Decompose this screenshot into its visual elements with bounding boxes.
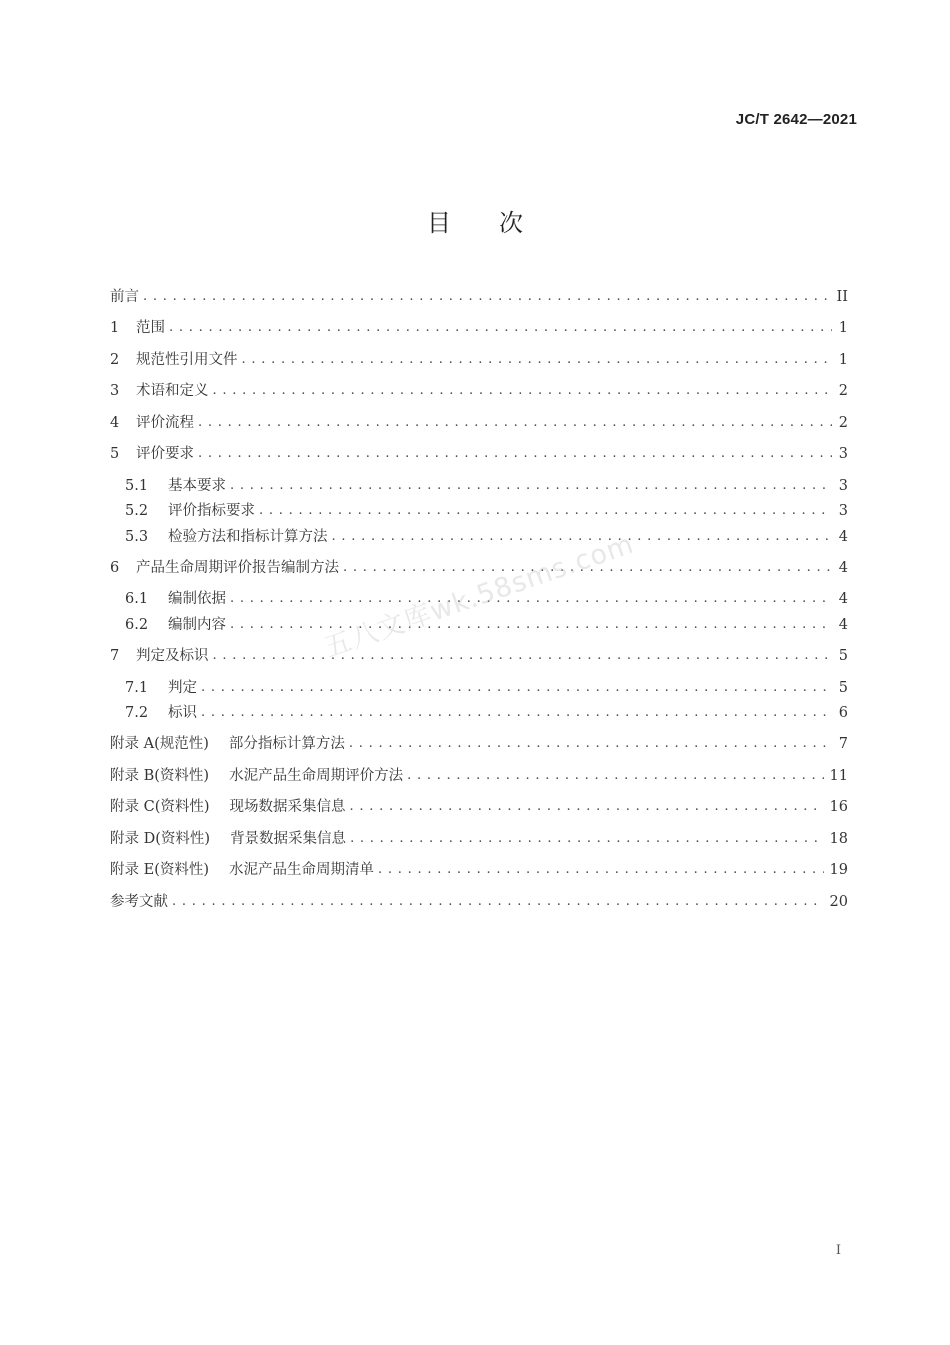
toc-entry-page: 4 [838,560,848,576]
toc-entry-page: 11 [829,768,848,784]
toc-entry-page: 16 [829,799,848,815]
toc-entry-page: 18 [829,831,848,847]
toc-entry-number: 6 [110,560,120,576]
toc-entry-label: 范围 [136,320,165,336]
toc-entry-number: 5.3 [125,529,149,545]
toc-leader-dots [198,443,832,465]
toc-entry-references[interactable] [110,891,848,913]
toc-leader-dots [198,412,832,434]
toc-leader-dots [201,702,832,724]
toc-entry-label: 判定 [168,680,197,696]
toc-entry-number: 1 [110,320,120,336]
toc-entry-number: 6.1 [125,591,149,607]
toc-entry-label: 水泥产品生命周期清单 [229,862,375,878]
toc-leader-dots [213,380,833,402]
toc-leader-dots [230,588,832,610]
toc-leader-dots [213,645,833,667]
toc-entry-7[interactable] [110,645,848,667]
toc-entry-5-3[interactable] [125,526,848,548]
watermark: 五八文库wk.58sms.com [320,528,638,664]
toc-entry-label: 水泥产品生命周期评价方法 [229,768,404,784]
toc-entry-label: 评价指标要求 [168,503,255,519]
toc-entry-label: 现场数据采集信息 [229,799,346,815]
toc-entry-number: 5.1 [125,478,149,494]
toc-entry-label: 标识 [168,705,197,721]
toc-entry-label: 基本要求 [168,478,226,494]
toc-title-char-2: 次 [499,209,523,237]
toc-entry-label: 判定及标识 [136,648,209,664]
toc-leader-dots [350,796,824,818]
toc-entry-7-1[interactable] [125,677,848,699]
toc-entry-7-2[interactable] [125,702,848,724]
toc-entry-number: 5.2 [125,503,149,519]
toc-entry-number: 3 [110,383,120,399]
toc-entry-page: 5 [838,680,848,696]
toc-entry-label: 检验方法和指标计算方法 [168,529,328,545]
toc-entry-appendix-a[interactable] [110,733,848,755]
toc-entry-label: 参考文献 [110,894,168,910]
toc-entry-label: 编制依据 [168,591,226,607]
toc-leader-dots [343,557,832,579]
toc-entry-number: 附录 E(资料性) [110,862,210,878]
toc-leader-dots [378,859,824,881]
toc-entry-1[interactable] [110,317,848,339]
toc-entry-6[interactable] [110,557,848,579]
toc-entry-6-2[interactable] [125,614,848,636]
toc-entry-number: 附录 D(资料性) [110,831,211,847]
toc-entry-label: 编制内容 [168,617,226,633]
toc-leader-dots [143,286,831,308]
toc-entry-5[interactable] [110,443,848,465]
toc-leader-dots [349,733,832,755]
toc-entry-number: 7.1 [125,680,149,696]
toc-entry-page: 3 [838,503,848,519]
toc-entry-5-2[interactable] [125,500,848,522]
toc-entry-label: 前言 [110,289,139,305]
toc-leader-dots [230,614,832,636]
toc-entry-appendix-b[interactable] [110,765,848,787]
toc-entry-6-1[interactable] [125,588,848,610]
toc-entry-label: 规范性引用文件 [136,352,238,368]
toc-entry-foreword[interactable] [110,286,848,308]
toc-entry-page: 3 [838,478,848,494]
toc-entry-5-1[interactable] [125,475,848,497]
toc-entry-page: 4 [838,591,848,607]
toc-entry-label: 评价流程 [136,415,194,431]
toc-entry-page: 2 [838,383,848,399]
toc-leader-dots [169,317,832,339]
toc-entry-page: 6 [838,705,848,721]
toc-entry-number: 7 [110,648,120,664]
toc-entry-label: 部分指标计算方法 [228,736,345,752]
toc-entry-number: 6.2 [125,617,149,633]
toc-entry-4[interactable] [110,412,848,434]
toc-entry-page: 5 [838,648,848,664]
standard-code: JC/T 2642—2021 [735,111,857,128]
toc-entry-appendix-d[interactable] [110,828,848,850]
toc-leader-dots [332,526,833,548]
toc-leader-dots [407,765,823,787]
toc-leader-dots [172,891,824,913]
toc-entry-page: 3 [838,446,848,462]
toc-title-char-1: 目 [427,209,451,237]
toc-entry-number: 附录 C(资料性) [110,799,210,815]
toc-entry-page: 1 [838,320,848,336]
toc-entry-number: 4 [110,415,120,431]
toc-entry-page: 2 [838,415,848,431]
toc-entry-number: 附录 A(规范性) [110,736,209,752]
toc-entry-page: 19 [829,862,848,878]
toc-leader-dots [350,828,823,850]
toc-entry-page: 7 [838,736,848,752]
toc-entry-3[interactable] [110,380,848,402]
toc-entry-appendix-c[interactable] [110,796,848,818]
toc-entry-number: 附录 B(资料性) [110,768,210,784]
toc-entry-page: 20 [829,894,848,910]
toc-entry-page: 4 [838,529,848,545]
toc-entry-page: 1 [838,352,848,368]
toc-entry-appendix-e[interactable] [110,859,848,881]
toc-entry-number: 2 [110,352,120,368]
toc-entry-label: 产品生命周期评价报告编制方法 [136,560,339,576]
toc-entry-label: 评价要求 [136,446,194,462]
toc-entry-number: 7.2 [125,705,149,721]
toc-leader-dots [201,677,832,699]
toc-entry-page: II [836,289,848,305]
toc-entry-page: 4 [838,617,848,633]
toc-entry-label: 背景数据采集信息 [230,831,347,847]
toc-leader-dots [242,349,833,371]
toc-leader-dots [230,475,832,497]
toc-entry-number: 5 [110,446,120,462]
toc-entry-label: 术语和定义 [136,383,209,399]
page-number: I [835,1243,841,1258]
toc-leader-dots [259,500,832,522]
toc-entry-2[interactable] [110,349,848,371]
